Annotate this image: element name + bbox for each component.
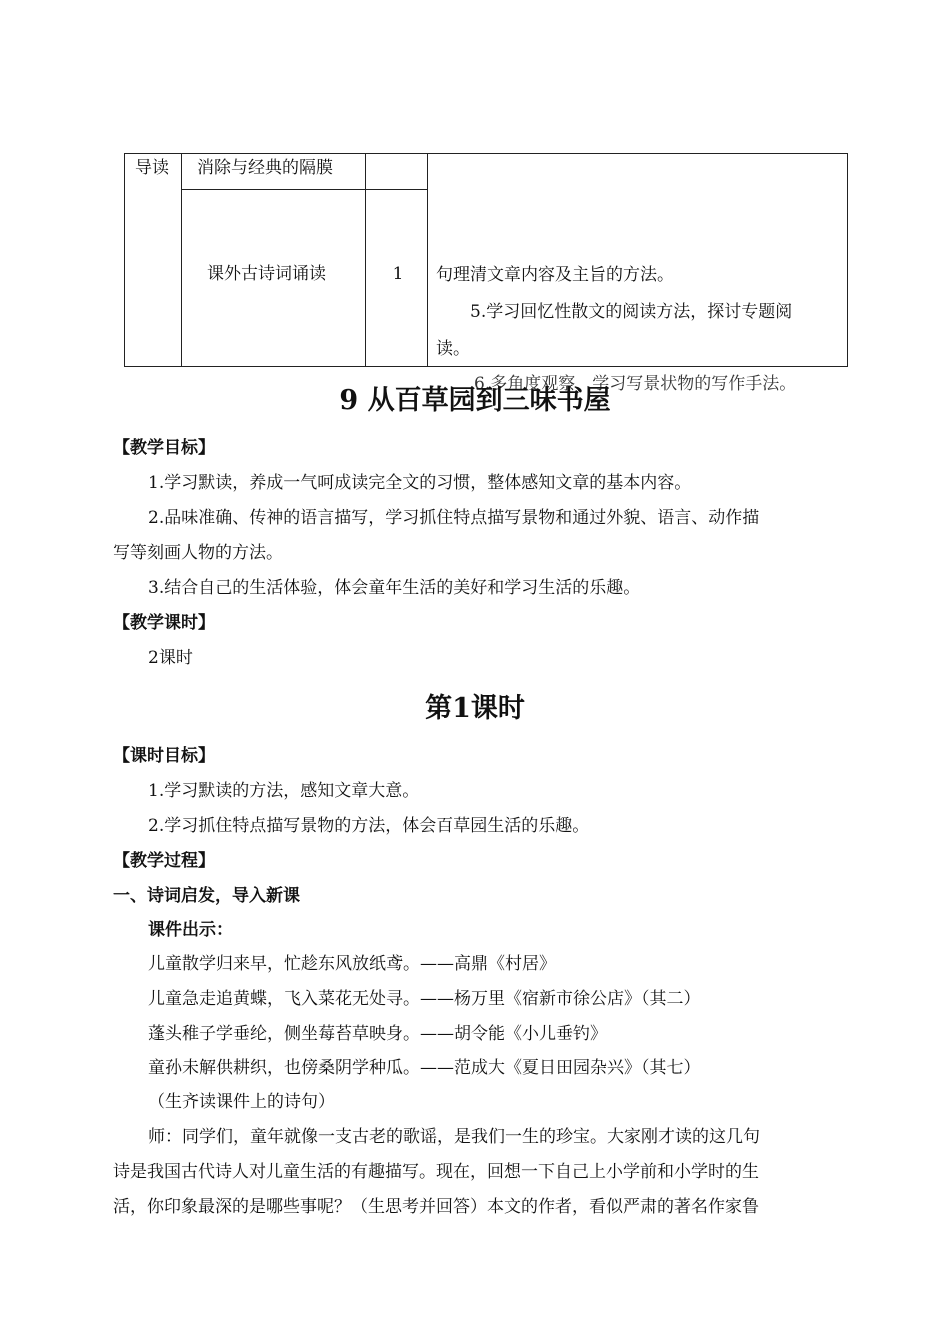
courseware-label: 课件出示：	[148, 920, 233, 940]
goal-item: 2.品味准确、传神的语言描写，学习抓住特点描写景物和通过外貌、语言、动作描	[148, 508, 760, 528]
goal-item: 3.结合自己的生活体验，体会童年生活的美好和学习生活的乐趣。	[148, 578, 641, 598]
table-goal-text: 读。	[436, 339, 470, 359]
poem-line: 童孙未解供耕织，也傍桑阴学种瓜。——范成大《夏日田园杂兴》（其七）	[148, 1058, 701, 1078]
process-step-heading: 一、诗词启发，导入新课	[113, 886, 300, 906]
lesson-title: 9 从百草园到三味书屋	[339, 385, 611, 416]
goal-item: 1.学习默读，养成一气呵成读完全文的习惯，整体感知文章的基本内容。	[148, 473, 692, 493]
table-cell-hours: 1	[392, 264, 404, 284]
goal-item: 写等刻画人物的方法。	[113, 543, 283, 563]
teacher-paragraph-line: 活，你印象最深的是哪些事呢？（生思考并回答）本文的作者，看似严肃的著名作家鲁	[113, 1197, 759, 1217]
poem-line: 儿童散学归来早，忙趁东风放纸鸢。——高鼎《村居》	[148, 954, 556, 974]
poem-line: 儿童急走追黄蝶，飞入菜花无处寻。——杨万里《宿新市徐公店》（其二）	[148, 989, 701, 1009]
period-title: 第1课时	[425, 693, 525, 724]
table-row-divider	[181, 189, 427, 190]
table-col-divider	[427, 154, 428, 366]
table-cell-unit-title: 课外古诗词诵读	[207, 264, 326, 284]
table-cell-category: 导读	[135, 158, 169, 178]
goal-item: 1.学习默读的方法，感知文章大意。	[148, 781, 420, 801]
section-heading-period-goals: 【课时目标】	[113, 746, 215, 766]
poem-line: 蓬头稚子学垂纶，侧坐莓苔草映身。——胡令能《小儿垂钓》	[148, 1024, 607, 1044]
teaching-hours-value: 2课时	[148, 648, 193, 668]
section-heading-process: 【教学过程】	[113, 851, 215, 871]
table-goal-overflow-text: 6.多角度观察，学习写景状物的写作手法。	[474, 374, 797, 394]
reading-note: （生齐读课件上的诗句）	[148, 1092, 335, 1112]
table-goal-text: 句理清文章内容及主旨的方法。	[436, 265, 674, 285]
section-heading-teaching-goals: 【教学目标】	[113, 438, 215, 458]
table-cell-unit-title: 消除与经典的隔膜	[197, 158, 333, 178]
teacher-paragraph-line: 师：同学们，童年就像一支古老的歌谣，是我们一生的珍宝。大家刚才读的这几句	[148, 1127, 760, 1147]
goal-item: 2.学习抓住特点描写景物的方法，体会百草园生活的乐趣。	[148, 816, 590, 836]
teacher-paragraph-line: 诗是我国古代诗人对儿童生活的有趣描写。现在，回想一下自己上小学前和小学时的生	[113, 1162, 759, 1182]
section-heading-teaching-hours: 【教学课时】	[113, 613, 215, 633]
table-col-divider	[181, 154, 182, 366]
table-col-divider	[365, 154, 366, 366]
table-goal-text: 5.学习回忆性散文的阅读方法，探讨专题阅	[470, 302, 793, 322]
